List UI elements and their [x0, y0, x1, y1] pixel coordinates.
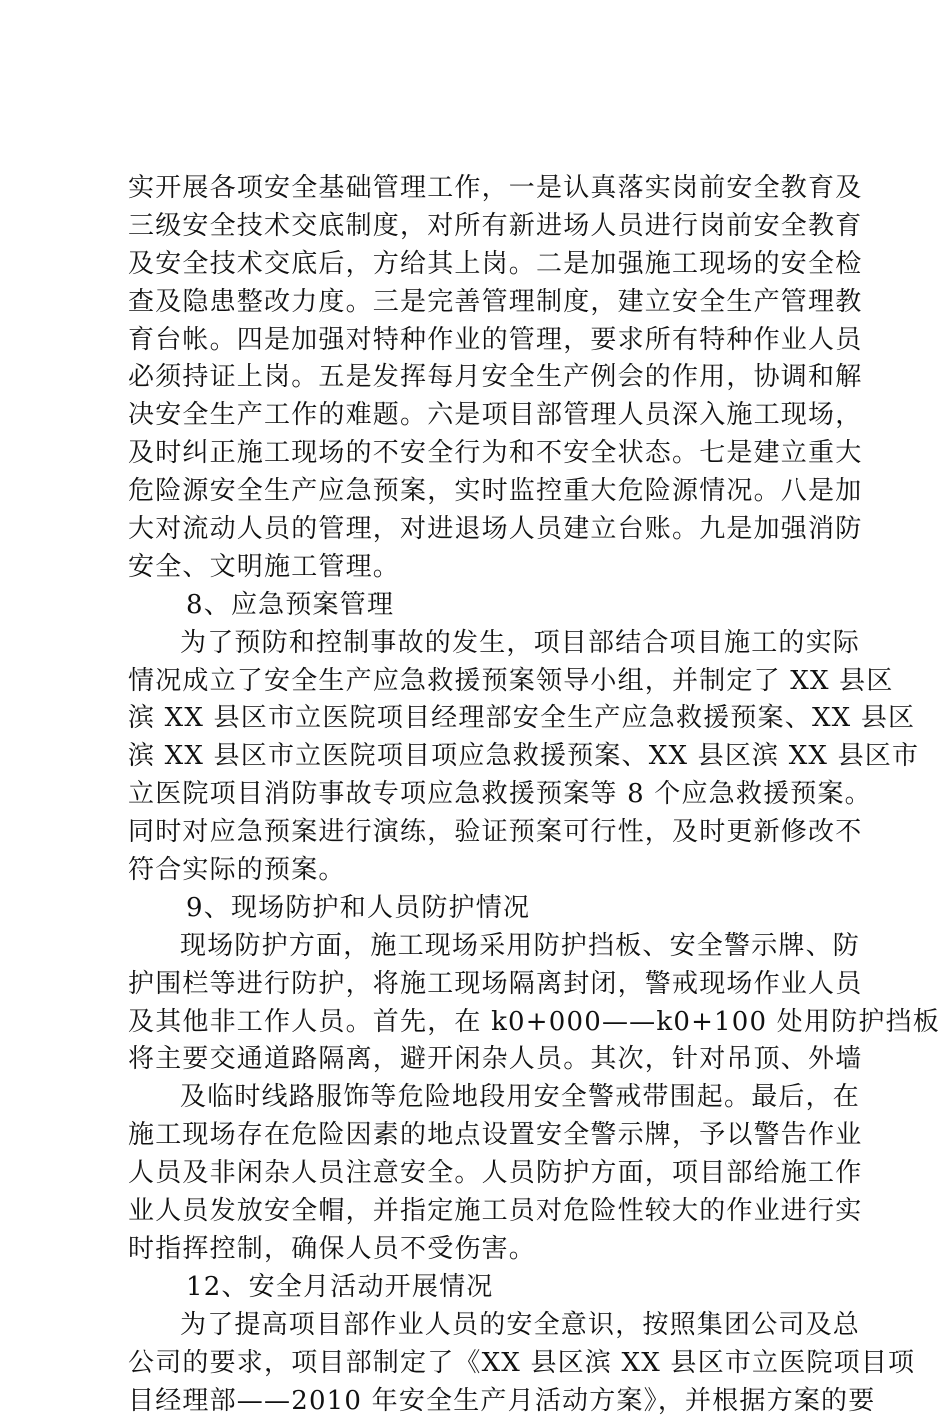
text-line: 安全、文明施工管理。 [128, 549, 834, 587]
text-line: 及安全技术交底后，方给其上岗。二是加强施工现场的安全检 [128, 246, 834, 284]
text-line: 符合实际的预案。 [128, 852, 834, 890]
text-line: 目经理部——2010 年安全生产月活动方案》，并根据方案的要 [128, 1383, 834, 1420]
text-line: 决安全生产工作的难题。六是项目部管理人员深入施工现场， [128, 397, 834, 435]
text-line: 实开展各项安全基础管理工作，一是认真落实岗前安全教育及 [128, 170, 834, 208]
text-line: 为了预防和控制事故的发生，项目部结合项目施工的实际 [128, 625, 834, 663]
text-line: 及其他非工作人员。首先，在 k0+000——k0+100 处用防护挡板 [128, 1004, 834, 1042]
text-line: 同时对应急预案进行演练，验证预案可行性，及时更新修改不 [128, 814, 834, 852]
text-line: 查及隐患整改力度。三是完善管理制度，建立安全生产管理教 [128, 284, 834, 322]
text-line: 危险源安全生产应急预案，实时监控重大危险源情况。八是加 [128, 473, 834, 511]
text-line: 必须持证上岗。五是发挥每月安全生产例会的作用，协调和解 [128, 359, 834, 397]
section-heading: 9、现场防护和人员防护情况 [128, 890, 834, 928]
text-line: 育台帐。四是加强对特种作业的管理，要求所有特种作业人员 [128, 322, 834, 360]
text-line: 公司的要求，项目部制定了《XX 县区滨 XX 县区市立医院项目项 [128, 1345, 834, 1383]
text-line: 立医院项目消防事故专项应急救援预案等 8 个应急救援预案。 [128, 776, 834, 814]
text-line: 业人员发放安全帽，并指定施工员对危险性较大的作业进行实 [128, 1193, 834, 1231]
document-body [128, 170, 834, 1420]
section-heading: 8、应急预案管理 [128, 587, 834, 625]
text-line: 将主要交通道路隔离，避开闲杂人员。其次，针对吊顶、外墙 [128, 1041, 834, 1079]
text-line: 护围栏等进行防护，将施工现场隔离封闭，警戒现场作业人员 [128, 966, 834, 1004]
text-line: 大对流动人员的管理，对进退场人员建立台账。九是加强消防 [128, 511, 834, 549]
text-line: 时指挥控制，确保人员不受伤害。 [128, 1231, 834, 1269]
text-line: 滨 XX 县区市立医院项目项应急救援预案、XX 县区滨 XX 县区市 [128, 738, 834, 776]
text-line: 现场防护方面，施工现场采用防护挡板、安全警示牌、防 [128, 928, 834, 966]
section-heading: 12、安全月活动开展情况 [128, 1269, 834, 1307]
text-line: 为了提高项目部作业人员的安全意识，按照集团公司及总 [128, 1307, 834, 1345]
text-line: 情况成立了安全生产应急救援预案领导小组，并制定了 XX 县区 [128, 663, 834, 701]
text-line: 及临时线路服饰等危险地段用安全警戒带围起。最后，在 [128, 1079, 834, 1117]
text-line: 三级安全技术交底制度，对所有新进场人员进行岗前安全教育 [128, 208, 834, 246]
text-line: 施工现场存在危险因素的地点设置安全警示牌，予以警告作业 [128, 1117, 834, 1155]
text-line: 滨 XX 县区市立医院项目经理部安全生产应急救援预案、XX 县区 [128, 700, 834, 738]
text-line: 人员及非闲杂人员注意安全。人员防护方面，项目部给施工作 [128, 1155, 834, 1193]
text-line: 及时纠正施工现场的不安全行为和不安全状态。七是建立重大 [128, 435, 834, 473]
